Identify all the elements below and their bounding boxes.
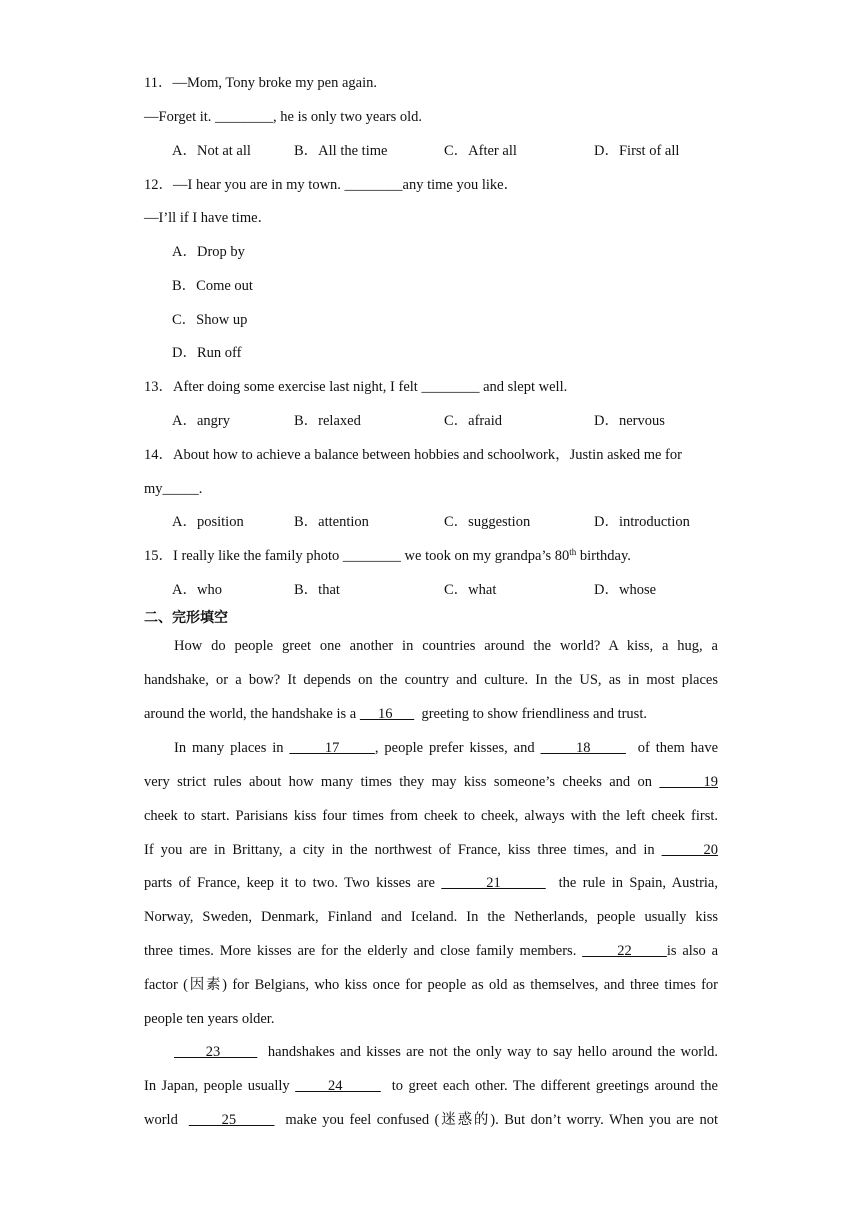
blank-22: 22: [582, 943, 667, 959]
cloze-line: people ten years older.: [144, 1011, 275, 1027]
cloze-line: [144, 840, 718, 860]
cloze-line: [144, 1076, 718, 1096]
option-c: C．After all: [444, 143, 517, 159]
cloze-line: cheek to start. Parisians kiss four times from cheek to cheek, always with the left cheek first.: [144, 808, 718, 824]
cloze-text: very strict rules about how many times they may kiss someone’s cheeks and on: [144, 774, 660, 790]
option-c: C．suggestion: [444, 514, 531, 530]
blank-24: 24: [295, 1078, 381, 1094]
stem-text-end: birthday.: [576, 548, 631, 564]
cloze-line: How do people greet one another in countries around the world? A kiss, a hug, a: [174, 638, 718, 654]
cloze-text: of them have: [625, 740, 719, 756]
question-13-stem: 13．After doing some exercise last night, I felt ________ and slept well.: [144, 379, 568, 395]
option-d: D．introduction: [594, 514, 690, 530]
cloze-line: [144, 873, 718, 893]
option-d: D．Run off: [172, 345, 242, 361]
cloze-text: make you feel confused (迷惑的). But don’t worry. When you are not: [274, 1112, 718, 1128]
option-a: A．angry: [172, 413, 230, 429]
cloze-line: [144, 941, 718, 961]
option-d: D．whose: [594, 582, 657, 598]
option-b: B．attention: [294, 514, 369, 530]
option-c: C．what: [444, 582, 497, 598]
option-b: B．relaxed: [294, 413, 361, 429]
question-14-stem-continued: my_____.: [144, 481, 203, 497]
option-a: A．position: [172, 514, 244, 530]
option-d: D．nervous: [594, 413, 665, 429]
blank-21: 21: [441, 875, 546, 891]
cloze-text: parts of France, keep it to two. Two kisses are: [144, 875, 442, 891]
option-b: B．Come out: [172, 278, 253, 294]
question-11-stem: 11．—Mom, Tony broke my pen again.: [144, 75, 377, 91]
blank-23: 23: [174, 1044, 258, 1060]
cloze-text: In many places in: [174, 740, 290, 756]
cloze-text: around the world, the handshake is a: [144, 706, 360, 722]
blank-19: 19: [659, 774, 719, 790]
option-c: C．afraid: [444, 413, 502, 429]
cloze-line: [144, 1110, 718, 1130]
blank-16: 16: [359, 706, 415, 722]
question-12-reply: —I’ll if I have time．: [144, 210, 273, 226]
cloze-line: factor (因素) for Belgians, who kiss once for people as old as themselves, and three times for: [144, 977, 718, 993]
cloze-line: [144, 1042, 718, 1062]
cloze-line: [144, 738, 718, 758]
section-title: 二、完形填空: [144, 610, 228, 626]
cloze-line: handshake, or a bow? It depends on the country and culture. In the US, as in most places: [144, 672, 718, 688]
option-a: A．Drop by: [172, 244, 245, 260]
cloze-text: greeting to show friendliness and trust.: [414, 706, 647, 722]
blank-20: 20: [661, 842, 719, 858]
cloze-text: world: [144, 1112, 189, 1128]
question-15-stem: [144, 546, 631, 566]
question-15-options: [144, 580, 724, 600]
cloze-line: [144, 704, 718, 724]
cloze-text: is also a: [666, 943, 719, 959]
cloze-text: handshakes and kisses are not the only way to say hello around the world.: [257, 1044, 718, 1060]
option-b: B．that: [294, 582, 340, 598]
cloze-text: , people prefer kisses, and: [374, 740, 541, 756]
blank-17: 17: [289, 740, 375, 756]
cloze-text: to greet each other. The different greetings around the: [380, 1078, 718, 1094]
option-a: A．who: [172, 582, 222, 598]
question-14-options: [144, 512, 724, 532]
cloze-text: the rule in Spain, Austria,: [545, 875, 718, 891]
stem-text: 15．I really like the family photo ________ we took on my grandpa’s 80: [144, 548, 570, 564]
cloze-line: Norway, Sweden, Denmark, Finland and Iceland. In the Netherlands, people usually kiss: [144, 909, 718, 925]
cloze-text: If you are in Brittany, a city in the northwest of France, kiss three times, and in: [144, 842, 662, 858]
cloze-line: [144, 772, 718, 792]
question-11-options: [144, 141, 724, 161]
superscript: th: [569, 547, 577, 557]
cloze-text: In Japan, people usually: [144, 1078, 296, 1094]
question-14-stem: 14．About how to achieve a balance between hobbies and schoolwork，Justin asked me for: [144, 447, 682, 463]
option-d: D．First of all: [594, 143, 680, 159]
option-a: A．Not at all: [172, 143, 251, 159]
question-12-stem: 12．—I hear you are in my town. ________any time you like．: [144, 177, 519, 193]
option-c: C．Show up: [172, 312, 248, 328]
blank-25: 25: [188, 1112, 275, 1128]
question-13-options: [144, 411, 724, 431]
option-b: B．All the time: [294, 143, 388, 159]
blank-18: 18: [540, 740, 626, 756]
question-11-reply: —Forget it. ________, he is only two years old.: [144, 109, 423, 125]
cloze-text: three times. More kisses are for the elderly and close family members.: [144, 943, 583, 959]
